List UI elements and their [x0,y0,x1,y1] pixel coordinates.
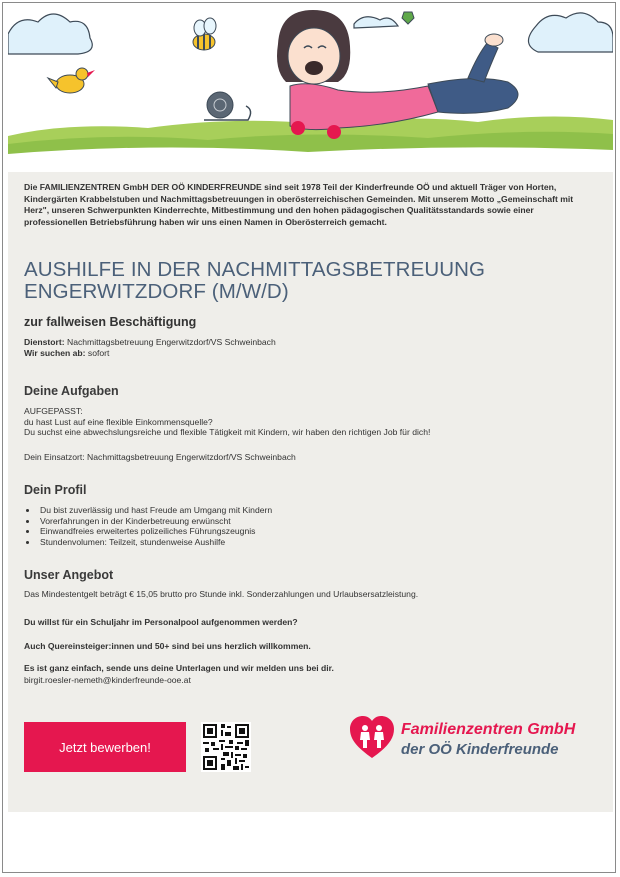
snail-icon [204,92,251,120]
hero-illustration [8,4,613,172]
tasks-line-1: AUFGEPASST: [24,406,83,416]
profile-heading: Dein Profil [24,483,87,497]
profile-list [24,505,272,547]
tasks-line-3: Du suchst eine abwechslungsreiche und flexible Tätigkeit mit Kindern, wir haben den richtigen Job für dich! [24,427,431,437]
bird-icon [48,68,95,93]
offer-instructions: Es ist ganz einfach, sende uns deine Unterlagen und wir melden uns bei dir. [24,663,334,673]
start-row [24,348,276,359]
qr-code[interactable] [201,722,251,772]
tasks-line-2: du hast Lust auf eine flexible Einkommensquelle? [24,416,213,427]
bee-icon [193,18,216,50]
logo-text-line-2: der OÖ Kinderfreunde [401,741,559,758]
job-posting [8,4,613,812]
offer-welcome: Auch Quereinsteiger:innen und 50+ sind bei uns herzlich willkommen. [24,641,311,651]
offer-salary: Das Mindestentgelt beträgt € 15,05 brutto pro Stunde inkl. Sonderzahlungen und Urlaubsersatzleistung. [24,589,419,599]
tasks-text [24,406,584,438]
heart-children-icon [348,714,396,762]
offer-question: Du willst für ein Schuljahr im Personalpool aufgenommen werden? [24,617,298,627]
butterfly-icon [402,12,414,24]
employment-type: zur fallweisen Beschäftigung [24,315,197,329]
tasks-location: Dein Einsatzort: Nachmittagsbetreuung Engerwitzdorf/VS Schweinbach [24,452,296,462]
list-item: • Du bist zuverlässig und hast Freude am Umgang mit Kindern [38,505,272,516]
location-value: Nachmittagsbetreuung Engerwitzdorf/VS Schweinbach [66,337,276,347]
job-meta [24,337,276,359]
start-label: Wir suchen ab: [24,348,86,358]
page-title [24,259,599,303]
company-logo [348,714,598,764]
title-line-2: ENGERWITZDORF (M/W/D) [24,280,289,303]
title-line-1: AUSHILFE IN DER NACHMITTAGSBETREUUNG [24,258,486,281]
location-row [24,337,276,348]
list-item: • Einwandfreies erweitertes polizeiliches Führungszeugnis [38,526,272,537]
list-item: • Stundenvolumen: Teilzeit, stundenweise Aushilfe [38,537,272,548]
contact-email[interactable]: birgit.roesler-nemeth@kinderfreunde-ooe.at [24,675,191,685]
logo-text-line-1: Familienzentren GmbH [401,721,576,738]
location-label: Dienstort: [24,337,65,347]
list-item: • Vorerfahrungen in der Kinderbetreuung erwünscht [38,516,272,527]
apply-button[interactable]: Jetzt bewerben! [24,722,186,772]
girl-figure [277,10,518,139]
start-value: sofort [87,348,110,358]
company-intro: Die FAMILIENZENTREN GmbH DER OÖ KINDERFREUNDE sind seit 1978 Teil der Kinderfreunde OÖ und aktuell Träger von Horten, Kindergärten Krabbelstuben und Nachmittagsbetreuungen in oberösterreichischen Gemeinden. Mit unserem Motto „Gemeinschaft mit Herz", unseren Schwerpunkten Kinderrechte, Mitbestimmung und den hohen pädagogischen Qualitätsstandards sowie einer professionellen Betriebsführung haben wir uns einen Namen in Oberösterreich gemacht. [24,182,574,227]
tasks-heading: Deine Aufgaben [24,384,119,398]
offer-heading: Unser Angebot [24,568,114,582]
